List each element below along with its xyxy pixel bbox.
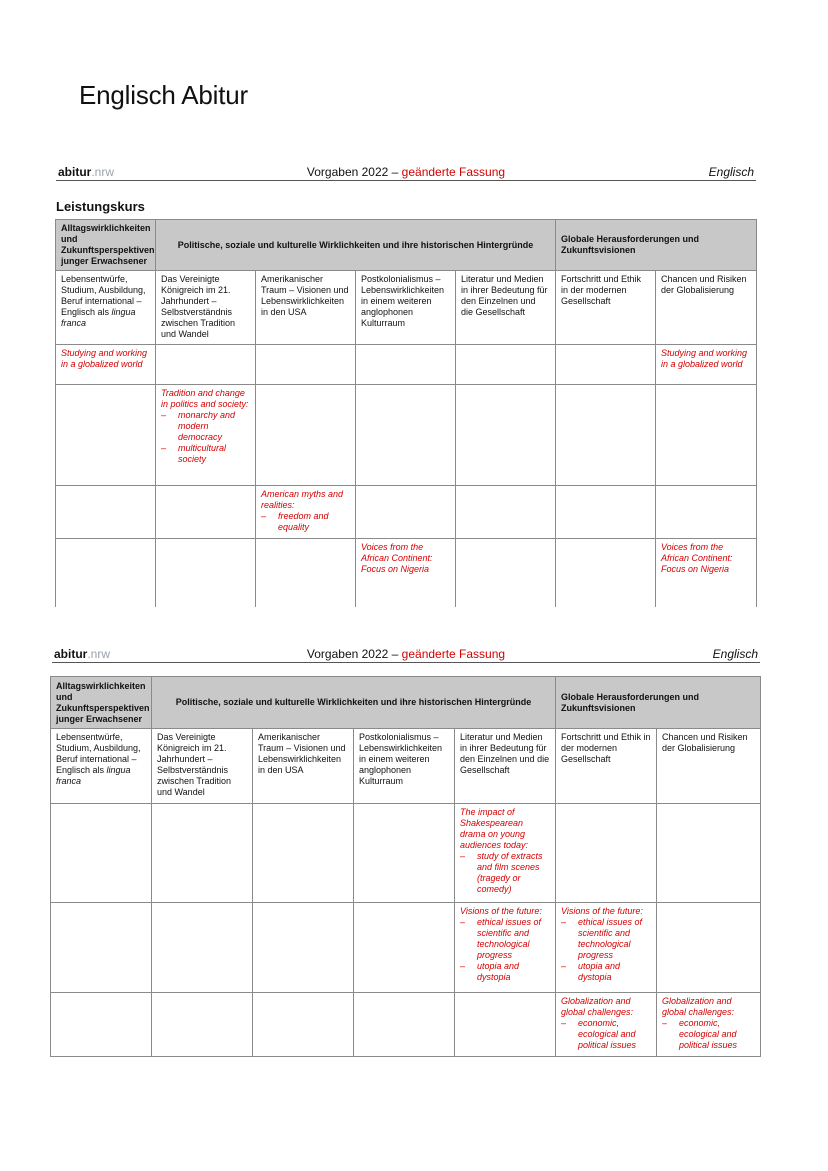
logo: abitur.nrw: [54, 647, 111, 661]
subheader-american-dream: Amerikanischer Traum – Visionen und Lebenswirklichkeiten in den USA: [253, 729, 354, 804]
page-header-2: [52, 645, 760, 663]
logo: abitur.nrw: [58, 165, 115, 179]
subheader-literature-media: Literatur und Medien in ihrer Bedeutung für den Einzelnen und die Gesellschaft: [455, 729, 556, 804]
curriculum-table-2: [50, 676, 761, 1057]
list-item: – monarchy and modern democracy: [161, 410, 250, 443]
list-item: – ethical issues of scientific and technological progress: [460, 917, 550, 961]
subheader-literature-media: Literatur und Medien in ihrer Bedeutung für den Einzelnen und die Gesellschaft: [456, 271, 556, 345]
header-subject: Englisch: [708, 165, 754, 179]
list-item: – ethical issues of scientific and technological progress: [561, 917, 651, 961]
list-item: – multicultural society: [161, 443, 250, 465]
topic-globalization: Globalization and global challenges: – economic, ecological and political issues: [556, 993, 657, 1057]
topic-studying-working: Studying and working in a globalized world: [56, 345, 156, 385]
page-header-1: [56, 163, 756, 181]
subheader-life-plans: Lebensentwürfe, Studium, Ausbildung, Beruf international – Englisch als lingua franca: [56, 271, 156, 345]
curriculum-table-1: [55, 219, 757, 619]
topic-voices-africa: Voices from the African Continent: Focus on Nigeria: [356, 539, 456, 619]
header-everyday-life: Alltagswirklichkeiten und Zukunftsperspektiven junger Erwachsener: [51, 677, 152, 729]
topic-american-myths: American myths and realities: – freedom and equality: [256, 486, 356, 539]
section-title: Leistungskurs: [56, 199, 145, 214]
topic-visions-future: Visions of the future: – ethical issues of scientific and technological progress – utopia and dystopia: [556, 903, 657, 993]
topic-tradition-change: Tradition and change in politics and society: – monarchy and modern democracy – multicultural society: [156, 385, 256, 486]
topic-globalization: Globalization and global challenges: – economic, ecological and political issues: [657, 993, 761, 1057]
list-item: – economic, ecological and political issues: [561, 1018, 651, 1051]
subheader-progress-ethics: Fortschritt und Ethik in der modernen Gesellschaft: [556, 271, 656, 345]
header-political-social: Politische, soziale und kulturelle Wirklichkeiten und ihre historischen Hintergründe: [156, 220, 556, 271]
subheader-globalization: Chancen und Risiken der Globalisierung: [657, 729, 761, 804]
header-global-challenges: Globale Herausforderungen und Zukunftsvisionen: [556, 677, 761, 729]
subheader-uk: Das Vereinigte Königreich im 21. Jahrhundert – Selbstverständnis zwischen Tradition und Wandel: [156, 271, 256, 345]
subheader-american-dream: Amerikanischer Traum – Visionen und Lebenswirklichkeiten in den USA: [256, 271, 356, 345]
topic-shakespeare: The impact of Shakespearean drama on young audiences today: – study of extracts and film scenes (tragedy or comedy): [455, 804, 556, 903]
subheader-uk: Das Vereinigte Königreich im 21. Jahrhundert – Selbstverständnis zwischen Tradition und Wandel: [152, 729, 253, 804]
subheader-globalization: Chancen und Risiken der Globalisierung: [656, 271, 757, 345]
subheader-life-plans: Lebensentwürfe, Studium, Ausbildung, Beruf international – Englisch als lingua franca: [51, 729, 152, 804]
list-item: – study of extracts and film scenes (tragedy or comedy): [460, 851, 550, 895]
topic-voices-africa: Voices from the African Continent: Focus on Nigeria: [656, 539, 757, 619]
subheader-postcolonialism: Postkolonialismus – Lebenswirklichkeiten in einem weiteren anglophonen Kulturraum: [356, 271, 456, 345]
header-subject: Englisch: [712, 647, 758, 661]
header-center: Vorgaben 2022 – geänderte Fassung: [306, 165, 506, 179]
header-center: Vorgaben 2022 – geänderte Fassung: [306, 647, 506, 661]
header-global-challenges: Globale Herausforderungen und Zukunftsvisionen: [556, 220, 757, 271]
header-political-social: Politische, soziale und kulturelle Wirklichkeiten und ihre historischen Hintergründe: [152, 677, 556, 729]
subheader-progress-ethics: Fortschritt und Ethik in der modernen Gesellschaft: [556, 729, 657, 804]
page-title: Englisch Abitur: [79, 80, 248, 110]
subheader-postcolonialism: Postkolonialismus – Lebenswirklichkeiten in einem weiteren anglophonen Kulturraum: [354, 729, 455, 804]
list-item: – utopia and dystopia: [460, 961, 550, 983]
page-break: [0, 607, 828, 637]
topic-studying-working: Studying and working in a globalized world: [656, 345, 757, 385]
list-item: – utopia and dystopia: [561, 961, 651, 983]
list-item: – economic, ecological and political issues: [662, 1018, 755, 1051]
topic-visions-future: Visions of the future: – ethical issues of scientific and technological progress – utopia and dystopia: [455, 903, 556, 993]
list-item: – freedom and equality: [261, 511, 350, 533]
header-everyday-life: Alltagswirklichkeiten und Zukunftsperspektiven junger Erwachsener: [56, 220, 156, 271]
